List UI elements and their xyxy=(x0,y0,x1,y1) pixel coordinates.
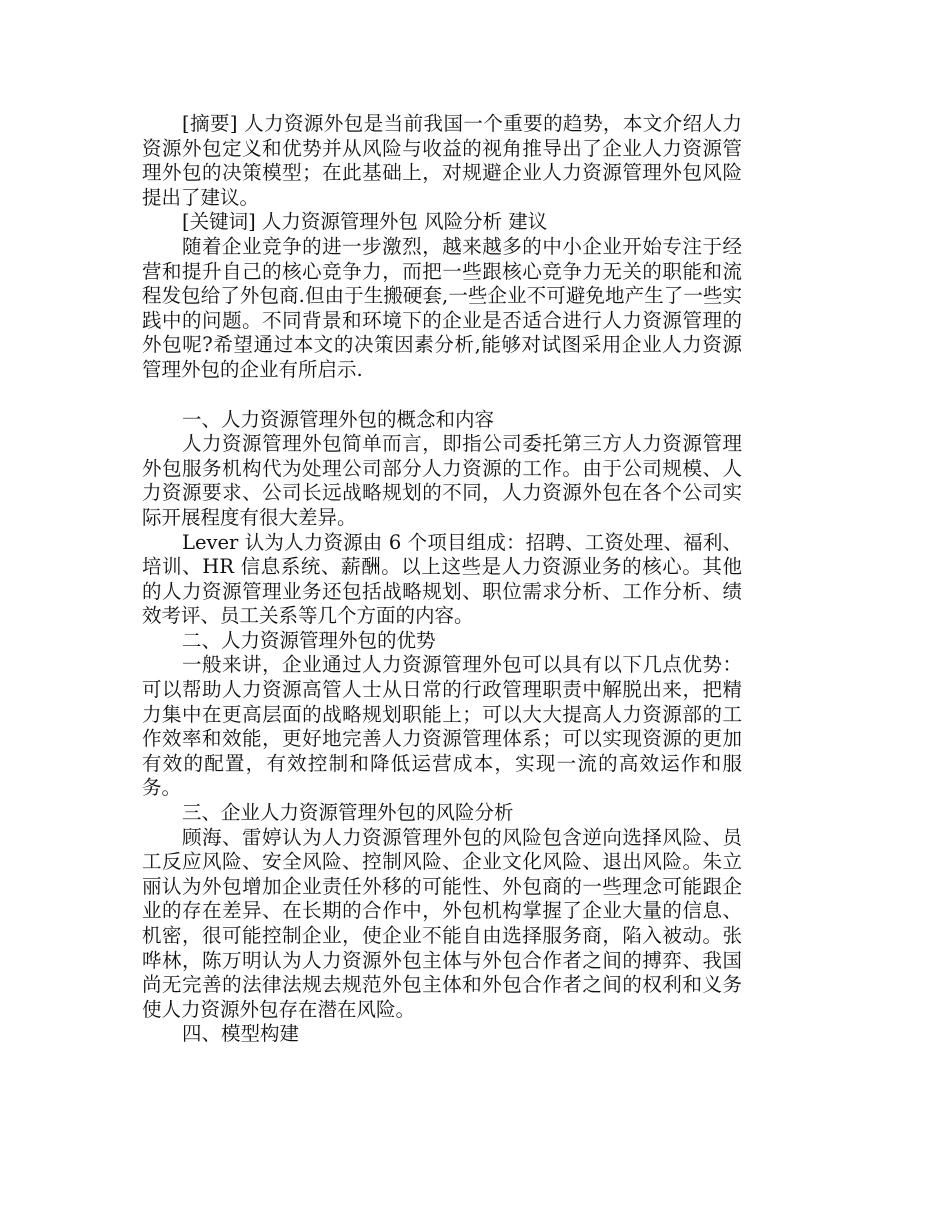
section-heading-1: 一、人力资源管理外包的概念和内容 xyxy=(182,407,495,431)
keywords-paragraph: [关键词] 人力资源管理外包 风险分析 建议 xyxy=(182,210,548,234)
section-3-paragraph-1: 顾海、雷婷认为人力资源管理外包的风险包含逆向选择风险、员工反应风险、安全风险、控制风险、企业文化风险、退出风险。朱立丽认为外包增加企业责任外移的可能性、外包商的一些理念可能跟企业的存在差异、在长期的合作中，外包机构掌握了企业大量的信息、机密，很可能控制企业，使企业不能自由选择服务商，陷入被动。张哗林，陈万明认为人力资源外包主体与外包合作者之间的搏弈、我国尚无完善的法律法规去规范外包主体和外包合作者之间的权利和义务使人力资源外包存在潜在风险。 xyxy=(142,825,742,1021)
paragraph-gap xyxy=(142,383,742,408)
section-2-paragraph-1: 一般来讲，企业通过人力资源管理外包可以具有以下几点优势：可以帮助人力资源高管人士从日常的行政管理职责中解脱出来，把精力集中在更高层面的战略规划职能上；可以大大提高人力资源部的工作效率和效能，更好地完善人力资源管理体系；可以实现资源的更加有效的配置，有效控制和降低运营成本，实现一流的高效运作和服务。 xyxy=(142,653,742,800)
section-heading-2: 二、人力资源管理外包的优势 xyxy=(182,628,436,652)
intro-paragraph: 随着企业竞争的进一步激烈，越来越多的中小企业开始专注于经营和提升自己的核心竞争力，而把一些跟核心竞争力无关的职能和流程发包给了外包商.但由于生搬硬套,一些企业不可避免地产生了一些实践中的问题。不同背景和环境下的企业是否适合进行人力资源管理的外包呢?希望通过本文的决策因素分析,能够对试图采用企业人力资源管理外包的企业有所启示. xyxy=(142,234,742,381)
section-heading-4: 四、模型构建 xyxy=(182,1022,300,1046)
document-body xyxy=(142,112,742,1047)
abstract-paragraph: [摘要] 人力资源外包是当前我国一个重要的趋势，本文介绍人力资源外包定义和优势并从风险与收益的视角推导出了企业人力资源管理外包的决策模型；在此基础上，对规避企业人力资源管理外包风险提出了建议。 xyxy=(142,112,742,209)
section-1-paragraph-2: Lever 认为人力资源由 6 个项目组成：招聘、工资处理、福利、培训、HR 信息系统、薪酬。以上这些是人力资源业务的核心。其他的人力资源管理业务还包括战略规划、职位需求分析、工作分析、绩效考评、员工关系等几个方面的内容。 xyxy=(142,530,742,628)
section-heading-3: 三、企业人力资源管理外包的风险分析 xyxy=(182,801,514,825)
section-1-paragraph-1: 人力资源管理外包简单而言，即指公司委托第三方人力资源管理外包服务机构代为处理公司部分人力资源的工作。由于公司规模、人力资源要求、公司长远战略规划的不同，人力资源外包在各个公司实际开展程度有很大差异。 xyxy=(142,432,742,529)
